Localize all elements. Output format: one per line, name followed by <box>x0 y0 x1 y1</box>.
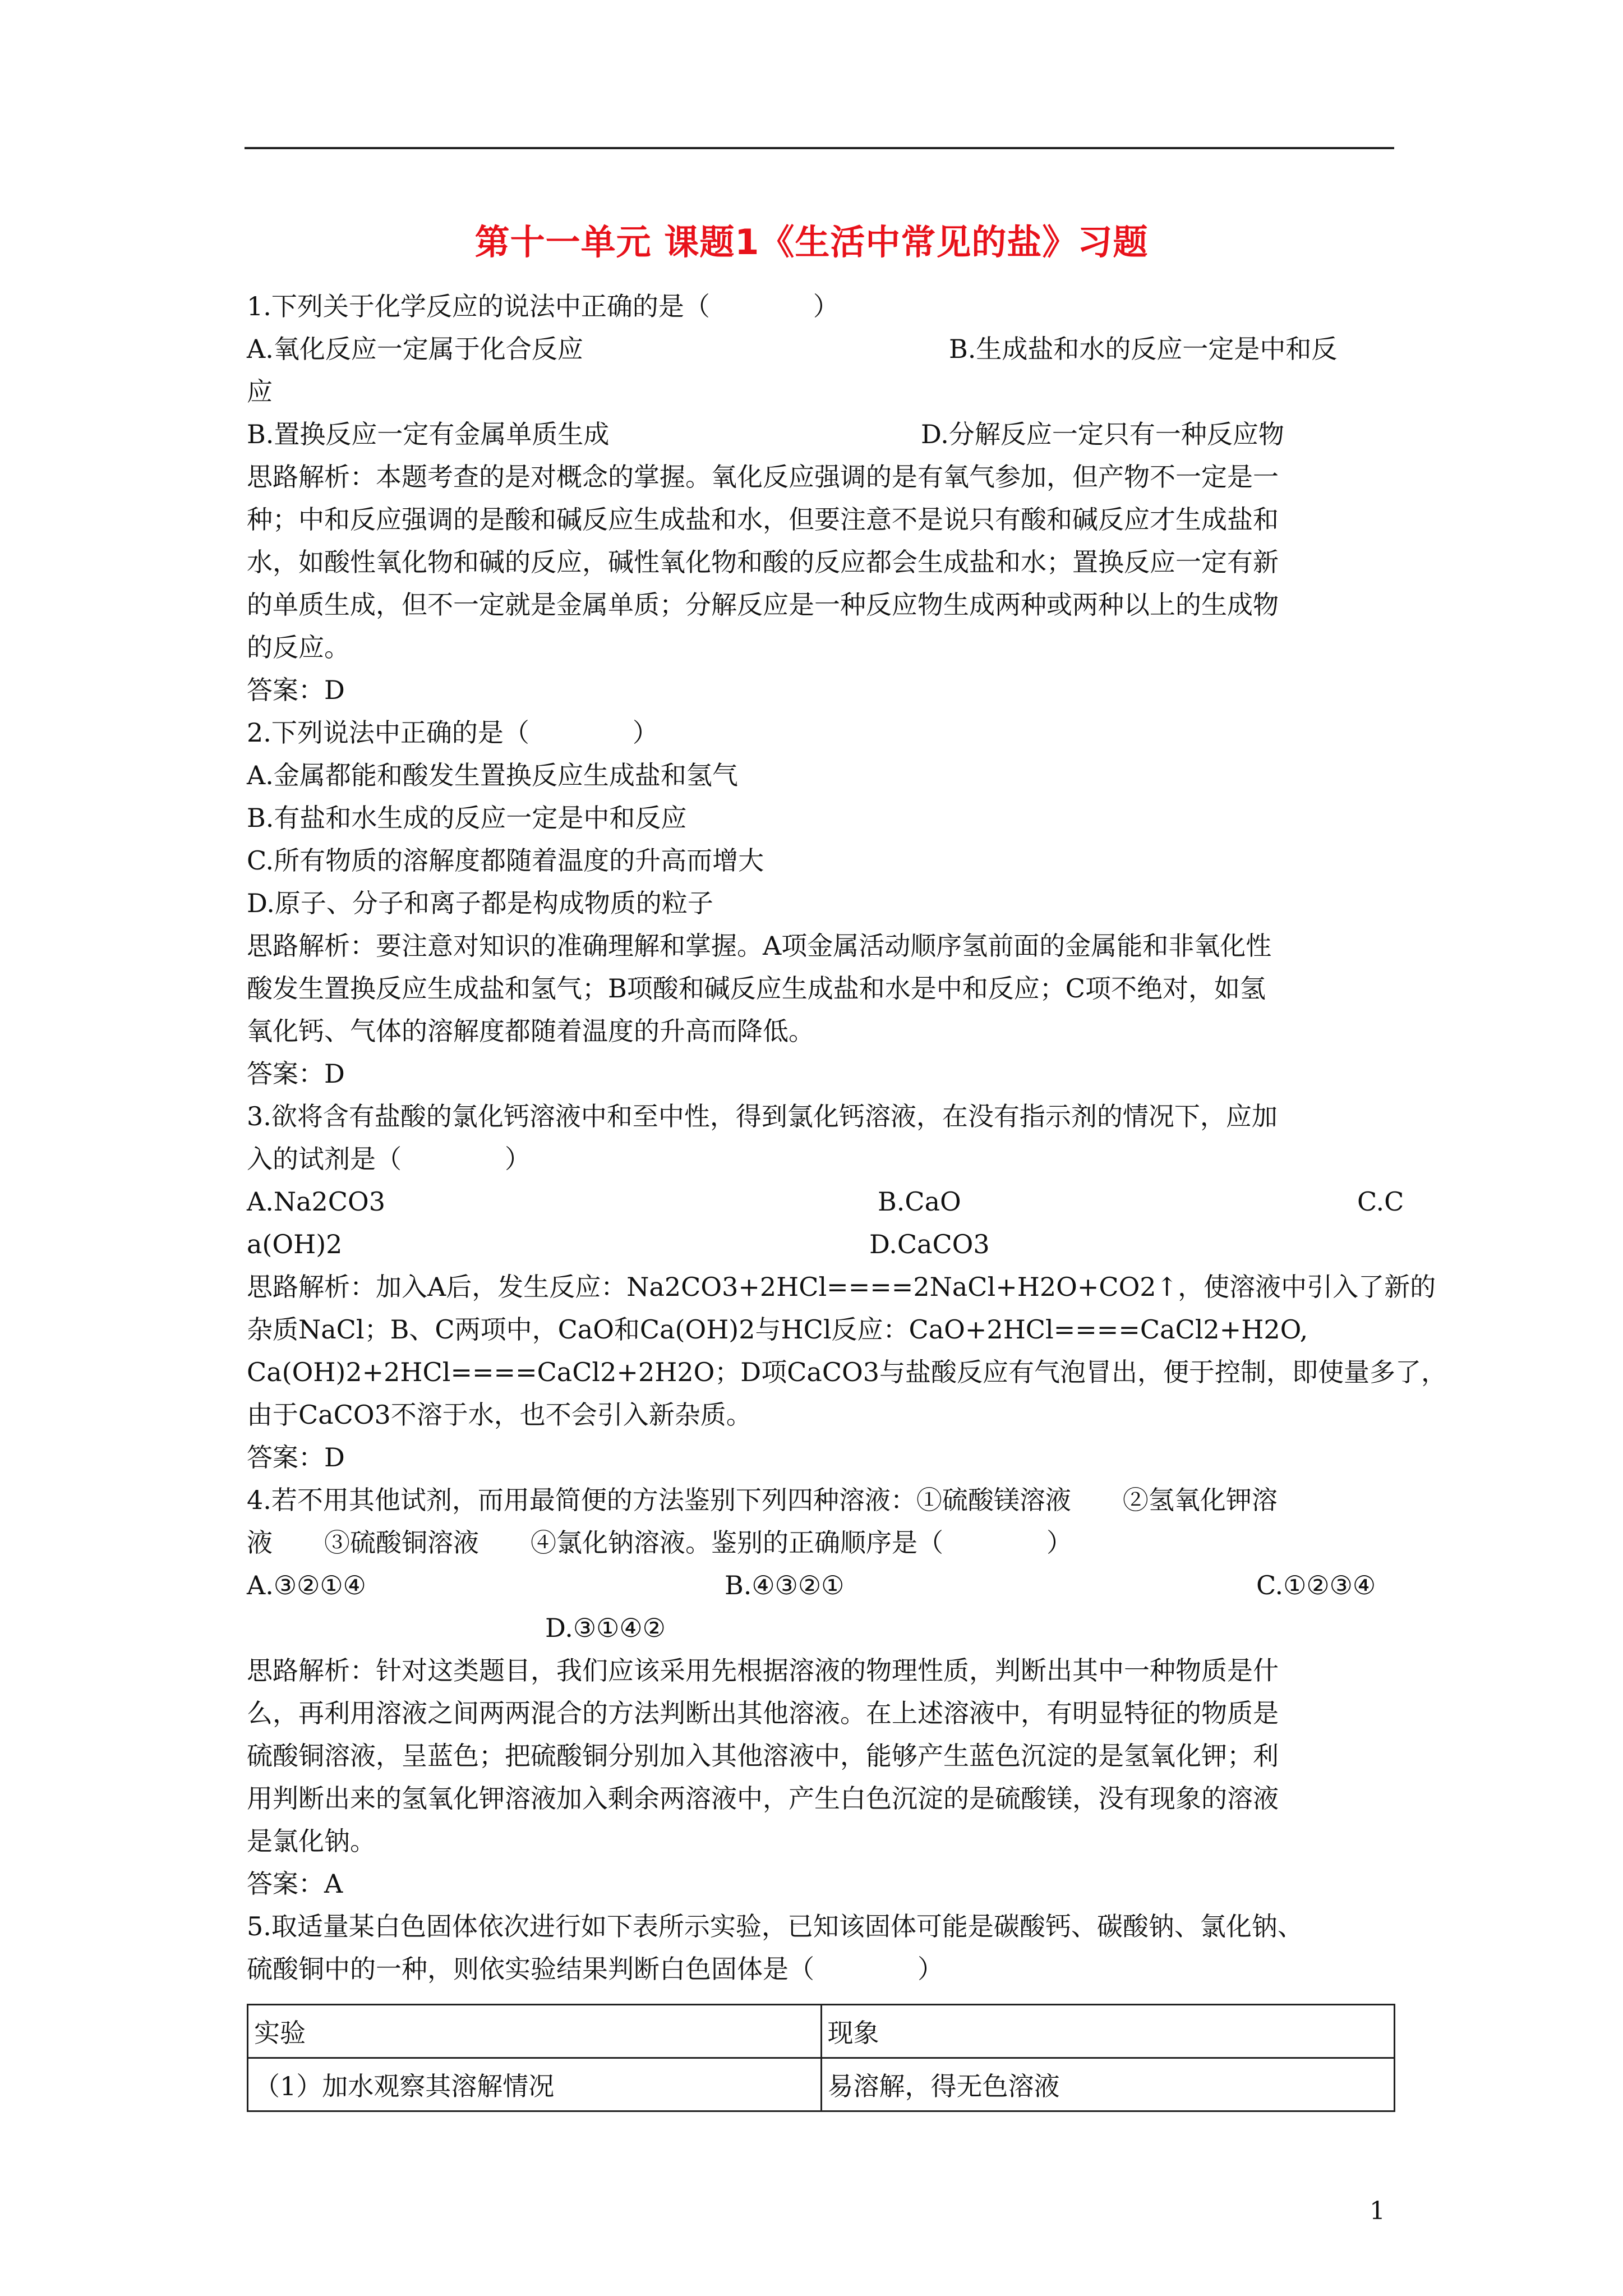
line-text: 的反应。 <box>247 632 350 662</box>
text-line <box>247 1180 1402 1223</box>
text-line <box>247 754 1402 797</box>
text-line <box>247 1223 1402 1266</box>
text-line <box>247 711 1402 754</box>
line-text: 思路解析：加入A后，发生反应：Na2CO3+2HCl====2NaCl+H2O+CO2↑，使溶液中引入了新的 <box>247 1272 1436 1302</box>
table-header-row <box>248 2005 1395 2058</box>
text-line <box>247 1862 1402 1905</box>
line-text: 思路解析：要注意对知识的准确理解和掌握。A项金属活动顺序氢前面的金属能和非氧化性 <box>247 931 1272 961</box>
text-line <box>247 328 1402 370</box>
text-line <box>247 1777 1402 1820</box>
table-header-cell: 现象 <box>821 2005 1395 2058</box>
text-line <box>247 1351 1447 1393</box>
text-line <box>247 626 1402 669</box>
line-text: a(OH)2 <box>247 1229 343 1259</box>
text-line <box>247 1607 1402 1649</box>
line-text: C.所有物质的溶解度都随着温度的升高而增大 <box>247 845 764 876</box>
text-line <box>247 797 1402 839</box>
text-line <box>247 1010 1402 1052</box>
line-text: 种；中和反应强调的是酸和碱反应生成盐和水，但要注意不是说只有酸和碱反应才生成盐和 <box>247 504 1279 535</box>
line-text: 么，再利用溶液之间两两混合的方法判断出其他溶液。在上述溶液中，有明显特征的物质是 <box>247 1698 1279 1728</box>
line-text-column-2: D.分解反应一定只有一种反应物 <box>921 419 1284 449</box>
text-line <box>247 1436 1402 1479</box>
line-text-column-2: B.生成盐和水的反应一定是中和反 <box>949 334 1338 364</box>
line-text: 由于CaCO3不溶于水，也不会引入新杂质。 <box>247 1400 752 1430</box>
text-line <box>247 413 1402 455</box>
text-line <box>247 1052 1402 1095</box>
line-text: B.有盐和水生成的反应一定是中和反应 <box>247 803 687 833</box>
line-text-column-3: C.C <box>1357 1186 1404 1217</box>
line-text: 答案：D <box>247 1442 345 1473</box>
line-text: A.氧化反应一定属于化合反应 <box>247 334 583 364</box>
line-text: 入的试剂是（ ） <box>247 1144 531 1174</box>
text-line <box>247 285 1402 328</box>
line-text: 答案：D <box>247 1059 345 1089</box>
text-line <box>247 882 1402 924</box>
line-text-column-3: C.①②③④ <box>1256 1570 1376 1600</box>
page-number: 1 <box>1370 2197 1385 2225</box>
document-body <box>247 285 1447 1990</box>
line-text: 氧化钙、气体的溶解度都随着温度的升高而降低。 <box>247 1016 814 1046</box>
text-line <box>247 1393 1402 1436</box>
line-text: 硫酸铜溶液，呈蓝色；把硫酸铜分别加入其他溶液中，能够产生蓝色沉淀的是氢氧化钾；利 <box>247 1741 1279 1771</box>
text-line <box>247 583 1402 626</box>
line-text: 硫酸铜中的一种，则依实验结果判断白色固体是（ ） <box>247 1954 943 1984</box>
text-line <box>247 370 1402 413</box>
line-text: 的单质生成，但不一定就是金属单质；分解反应是一种反应物生成两种或两种以上的生成物 <box>247 590 1279 620</box>
text-line <box>247 1734 1402 1777</box>
table-row <box>248 2058 1395 2111</box>
line-text: A.金属都能和酸发生置换反应生成盐和氢气 <box>247 760 738 790</box>
line-text: 3.欲将含有盐酸的氯化钙溶液中和至中性，得到氯化钙溶液，在没有指示剂的情况下，应加 <box>247 1101 1278 1131</box>
line-text: 答案：A <box>247 1869 343 1899</box>
experiment-table <box>247 2004 1395 2112</box>
line-text: 用判断出来的氢氧化钾溶液加入剩余两溶液中，产生白色沉淀的是硫酸镁，没有现象的溶液 <box>247 1783 1279 1814</box>
line-text: 思路解析：针对这类题目，我们应该采用先根据溶液的物理性质，判断出其中一种物质是什 <box>247 1655 1279 1686</box>
text-line <box>247 1905 1402 1948</box>
text-line <box>247 1820 1402 1862</box>
line-text: 思路解析：本题考查的是对概念的掌握。氧化反应强调的是有氧气参加，但产物不一定是一 <box>247 462 1279 492</box>
text-line <box>247 924 1402 967</box>
text-line <box>247 541 1402 583</box>
text-line <box>247 1266 1436 1308</box>
table-cell: （1）加水观察其溶解情况 <box>248 2058 822 2111</box>
text-line <box>247 1138 1402 1180</box>
line-text-column-2: B.CaO <box>878 1186 961 1217</box>
line-text: 1.下列关于化学反应的说法中正确的是（ ） <box>247 291 839 321</box>
text-line <box>247 669 1402 711</box>
line-text: 杂质NaCl；B、C两项中，CaO和Ca(OH)2与HCl反应：CaO+2HCl====CaCl2+H2O, <box>247 1314 1308 1345</box>
line-text: 液 ③硫酸铜溶液 ④氯化钠溶液。鉴别的正确顺序是（ ） <box>247 1527 1072 1558</box>
line-text: Ca(OH)2+2HCl====CaCl2+2H2O；D项CaCO3与盐酸反应有气泡冒出，便于控制，即使量多了， <box>247 1357 1447 1387</box>
line-text: 答案：D <box>247 675 345 705</box>
text-line <box>247 1479 1402 1521</box>
line-text: 5.取适量某白色固体依次进行如下表所示实验，已知该固体可能是碳酸钙、碳酸钠、氯化钠、 <box>247 1911 1303 1941</box>
text-line <box>247 1948 1402 1990</box>
line-text: 是氯化钠。 <box>247 1826 376 1856</box>
line-text: D.原子、分子和离子都是构成物质的粒子 <box>247 888 713 918</box>
line-text: 2.下列说法中正确的是（ ） <box>247 717 658 748</box>
line-text: 4.若不用其他试剂，而用最简便的方法鉴别下列四种溶液：①硫酸镁溶液 ②氢氧化钾溶 <box>247 1485 1278 1515</box>
text-line <box>247 967 1402 1010</box>
header-rule <box>245 147 1394 149</box>
table-cell: 易溶解，得无色溶液 <box>821 2058 1395 2111</box>
text-line <box>247 455 1402 498</box>
line-text-column-2: B.④③②① <box>725 1570 845 1600</box>
text-line <box>247 1692 1402 1734</box>
line-text: 酸发生置换反应生成盐和氢气；B项酸和碱反应生成盐和水是中和反应；C项不绝对，如氢 <box>247 973 1266 1004</box>
text-line <box>247 1649 1402 1692</box>
line-text-column-2: D.CaCO3 <box>869 1229 990 1259</box>
table-header-cell: 实验 <box>248 2005 822 2058</box>
text-line <box>247 1521 1402 1564</box>
line-text: 应 <box>247 376 273 407</box>
text-line <box>247 1095 1402 1138</box>
text-line <box>247 839 1402 882</box>
line-text: 水，如酸性氧化物和碱的反应，碱性氧化物和酸的反应都会生成盐和水；置换反应一定有新 <box>247 547 1279 577</box>
text-line <box>247 498 1402 541</box>
text-line <box>247 1308 1402 1351</box>
line-text: B.置换反应一定有金属单质生成 <box>247 419 610 449</box>
line-text: A.③②①④ <box>247 1570 366 1600</box>
line-text-column-2: D.③①④② <box>545 1613 666 1643</box>
text-line <box>247 1564 1402 1607</box>
page-title: 第十一单元 课题1《生活中常见的盐》习题 <box>474 222 1149 263</box>
line-text: A.Na2CO3 <box>247 1186 385 1217</box>
